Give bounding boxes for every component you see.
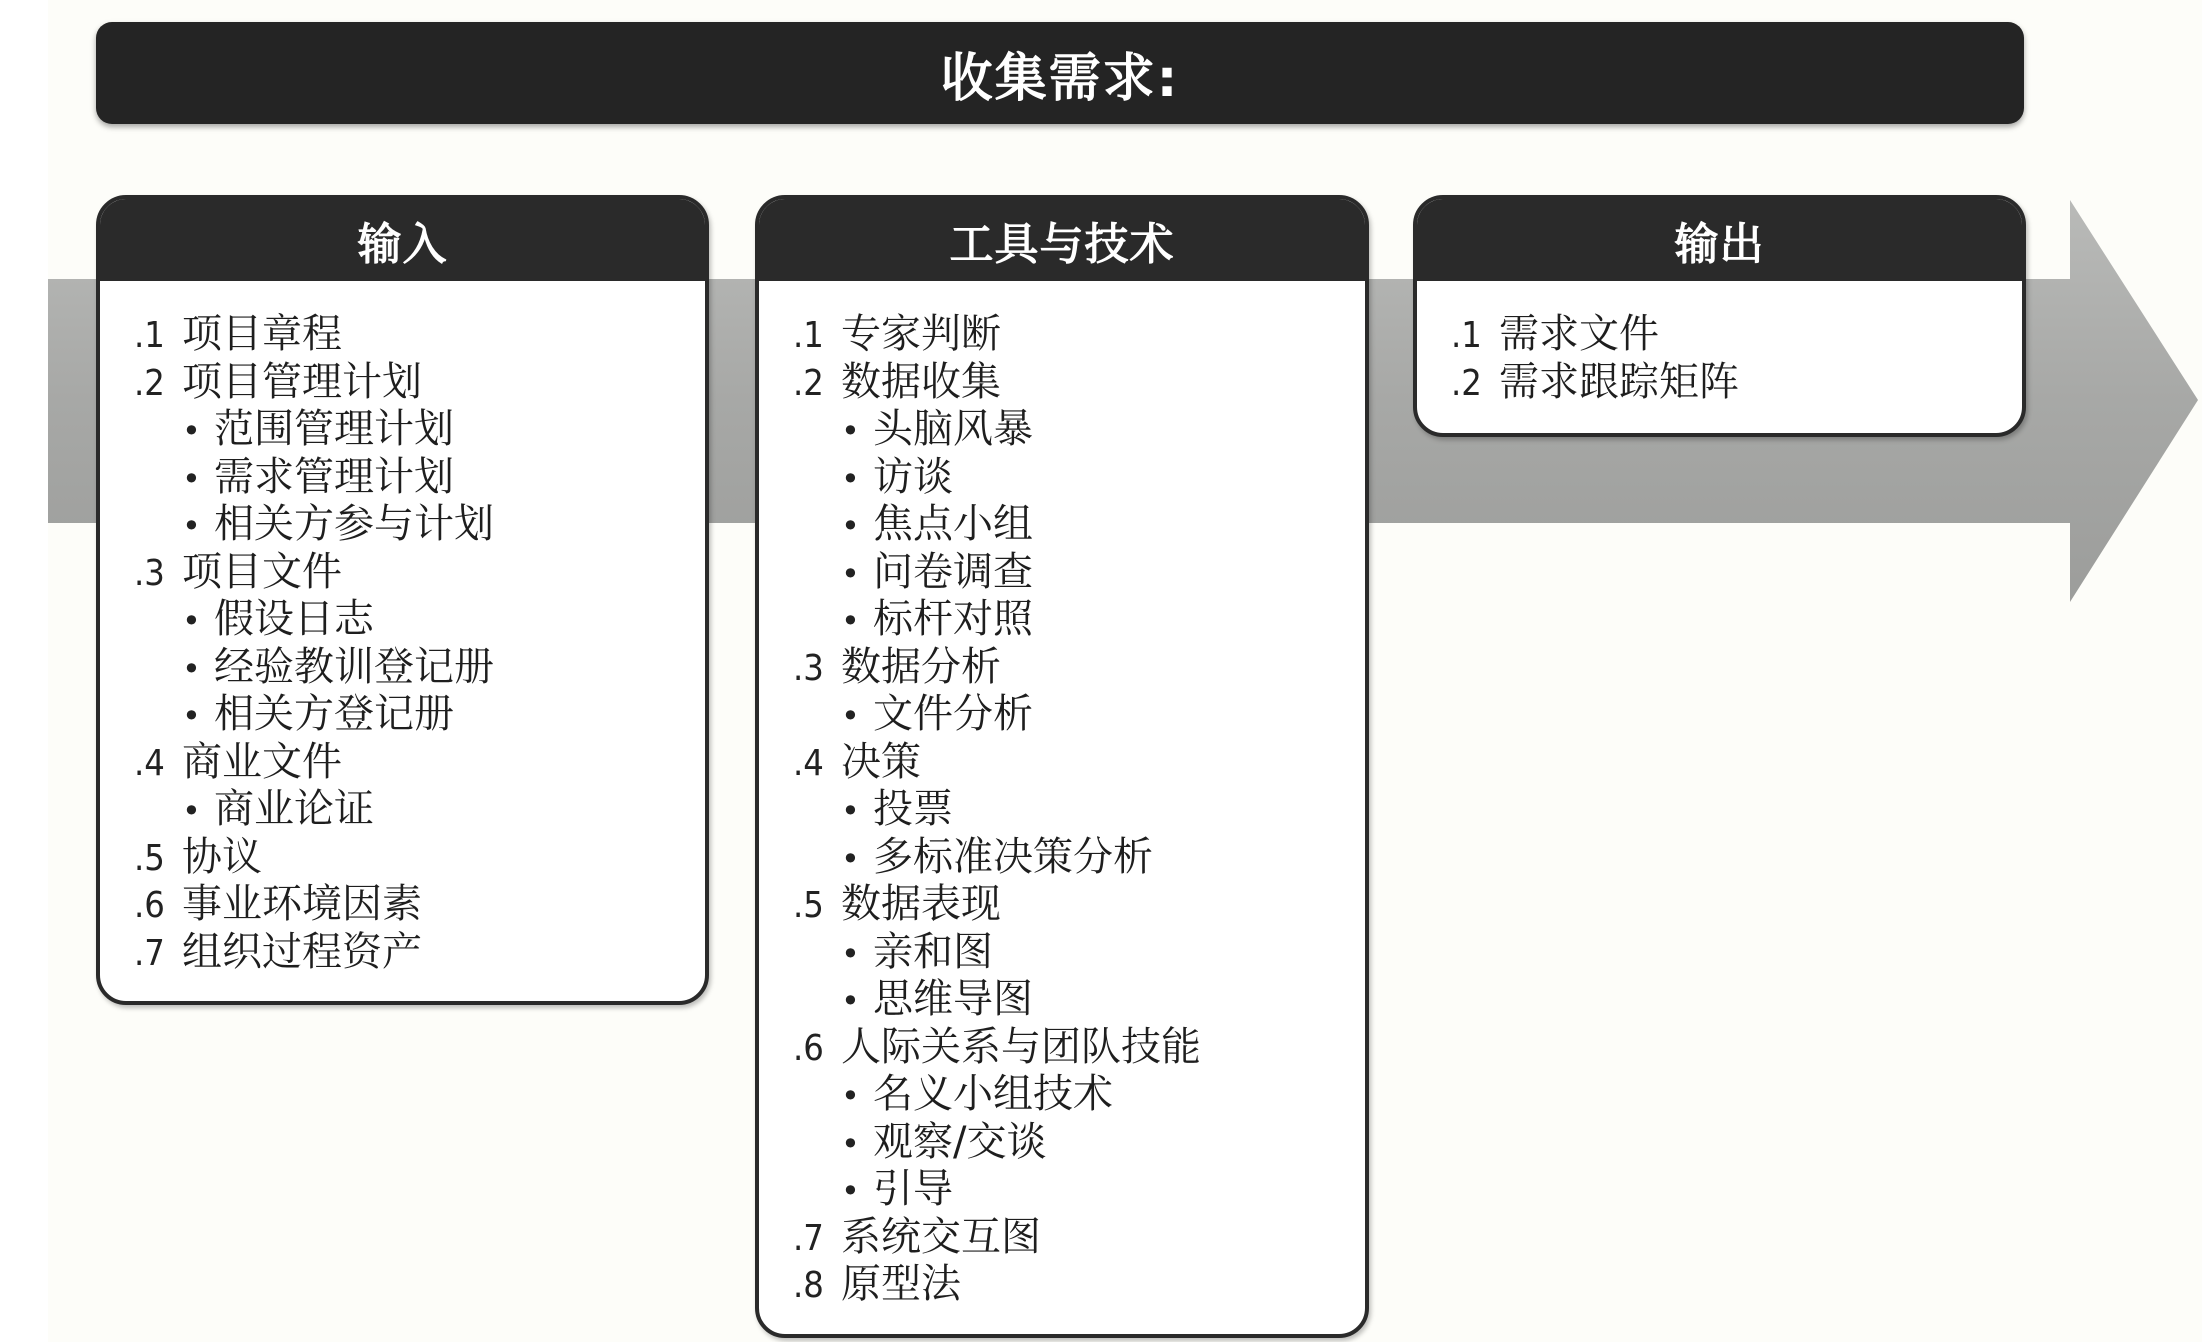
item-number: .7 [134, 932, 165, 974]
sub-list-item [134, 454, 705, 502]
item-label: 项目管理计划 [182, 358, 422, 405]
item-label: 决策 [841, 738, 921, 785]
sub-list-item [134, 596, 705, 644]
item-number: .4 [793, 742, 824, 784]
list-item [793, 1024, 1365, 1072]
sub-list-item [793, 786, 1365, 834]
sub-list-item [793, 596, 1365, 644]
tools-list [759, 281, 1365, 1309]
bullet-icon: • [841, 602, 860, 640]
item-label: 项目文件 [182, 548, 342, 595]
sub-list-item [134, 691, 705, 739]
item-label: 协议 [182, 833, 262, 880]
sub-item-label: 多标准决策分析 [873, 833, 1153, 880]
inputs-header: 输入 [100, 199, 705, 281]
bullet-icon: • [841, 697, 860, 735]
sub-item-label: 相关方参与计划 [214, 501, 494, 547]
list-item [1451, 359, 2022, 407]
bullet-icon: • [841, 412, 860, 450]
sub-list-item [793, 691, 1365, 739]
list-item [1451, 311, 2022, 359]
list-item [134, 929, 705, 977]
tools-header: 工具与技术 [759, 199, 1365, 281]
bullet-icon: • [182, 602, 201, 640]
item-number: .2 [134, 362, 165, 404]
item-label: 人际关系与团队技能 [841, 1023, 1201, 1070]
inputs-box [96, 195, 709, 1005]
sub-list-item [134, 501, 705, 549]
item-number: .5 [134, 837, 165, 879]
bullet-icon: • [841, 792, 860, 830]
bullet-icon: • [841, 1124, 860, 1163]
sub-list-item [793, 1166, 1365, 1214]
sub-list-item [793, 406, 1365, 454]
outputs-list [1417, 281, 2022, 406]
list-item [134, 739, 705, 787]
bullet-icon: • [841, 1172, 860, 1210]
bullet-icon: • [841, 839, 860, 878]
item-label: 项目章程 [182, 311, 342, 357]
inputs-list [100, 281, 705, 976]
sub-item-label: 亲和图 [873, 928, 993, 975]
sub-item-label: 问卷调查 [873, 548, 1033, 595]
list-item [793, 311, 1365, 359]
sub-item-label: 思维导图 [873, 976, 1033, 1022]
list-item [134, 311, 705, 359]
bullet-icon: • [182, 507, 201, 545]
sub-item-label: 范围管理计划 [214, 406, 454, 452]
sub-item-label: 商业论证 [214, 786, 374, 832]
item-number: .5 [793, 885, 824, 926]
bullet-icon: • [841, 507, 860, 545]
sub-list-item [134, 406, 705, 454]
sub-list-item [793, 1071, 1365, 1119]
item-number: .6 [134, 885, 165, 926]
item-number: .3 [793, 647, 824, 689]
sub-item-label: 访谈 [873, 453, 953, 500]
sub-list-item [793, 1119, 1365, 1167]
list-item [793, 1214, 1365, 1262]
sub-item-label: 相关方登记册 [214, 691, 454, 737]
item-label: 原型法 [841, 1261, 961, 1307]
page-title: 收集需求: [96, 22, 2024, 124]
bullet-icon: • [182, 792, 201, 830]
item-label: 需求文件 [1499, 311, 1659, 357]
bullet-icon: • [841, 459, 860, 498]
item-label: 数据收集 [841, 358, 1001, 405]
list-item [793, 1261, 1365, 1309]
item-label: 组织过程资产 [182, 928, 422, 975]
sub-list-item [793, 976, 1365, 1024]
item-number: .1 [793, 315, 824, 356]
item-label: 专家判断 [841, 311, 1001, 357]
item-number: .7 [793, 1217, 824, 1259]
sub-list-item [793, 834, 1365, 882]
sub-list-item [793, 454, 1365, 502]
list-item [134, 834, 705, 882]
sub-list-item [134, 644, 705, 692]
sub-item-label: 标杆对照 [873, 596, 1033, 642]
sub-list-item [793, 501, 1365, 549]
bullet-icon: • [182, 649, 201, 688]
item-number: .1 [1451, 315, 1482, 356]
item-label: 数据表现 [841, 881, 1001, 927]
item-number: .6 [793, 1027, 824, 1069]
sub-list-item [793, 549, 1365, 597]
sub-item-label: 经验教训登记册 [214, 643, 494, 690]
sub-item-label: 焦点小组 [873, 501, 1033, 547]
tools-box [755, 195, 1369, 1338]
list-item [793, 359, 1365, 407]
item-number: .2 [1451, 362, 1482, 404]
bullet-icon: • [841, 554, 860, 593]
bullet-icon: • [182, 697, 201, 735]
item-number: .1 [134, 315, 165, 356]
sub-item-label: 需求管理计划 [214, 453, 454, 500]
sub-item-label: 假设日志 [214, 596, 374, 642]
outputs-header: 输出 [1417, 199, 2022, 281]
outputs-box [1413, 195, 2026, 437]
sub-item-label: 投票 [873, 786, 953, 832]
item-label: 系统交互图 [841, 1213, 1041, 1260]
bullet-icon: • [182, 412, 201, 450]
list-item [134, 359, 705, 407]
item-number: .2 [793, 362, 824, 404]
sub-list-item [793, 929, 1365, 977]
sub-item-label: 引导 [873, 1166, 953, 1212]
sub-item-label: 头脑风暴 [873, 406, 1033, 452]
sub-item-label: 名义小组技术 [873, 1071, 1113, 1117]
item-number: .4 [134, 742, 165, 784]
bullet-icon: • [841, 1077, 860, 1115]
item-number: .3 [134, 552, 165, 594]
bullet-icon: • [182, 459, 201, 498]
sub-list-item [134, 786, 705, 834]
list-item [134, 549, 705, 597]
list-item [793, 881, 1365, 929]
item-label: 事业环境因素 [182, 881, 422, 927]
item-label: 需求跟踪矩阵 [1499, 358, 1739, 405]
list-item [793, 739, 1365, 787]
list-item [793, 644, 1365, 692]
sub-item-label: 文件分析 [873, 691, 1033, 737]
bullet-icon: • [841, 934, 860, 973]
bullet-icon: • [841, 982, 860, 1020]
item-number: .8 [793, 1265, 824, 1306]
list-item [134, 881, 705, 929]
item-label: 商业文件 [182, 738, 342, 785]
item-label: 数据分析 [841, 643, 1001, 690]
sub-item-label: 观察/交谈 [873, 1118, 1047, 1165]
